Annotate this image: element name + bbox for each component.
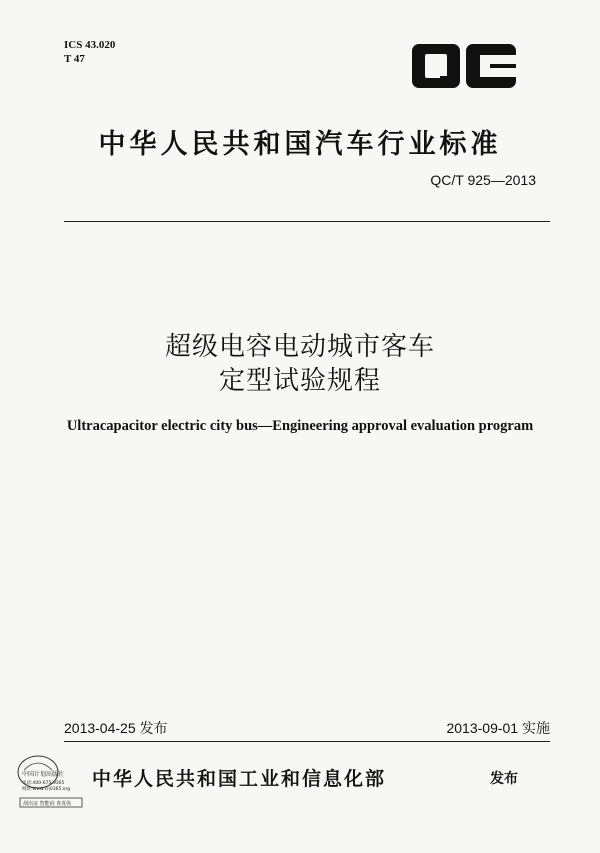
anti-counterfeit-stamp-icon <box>12 750 90 810</box>
implement-date: 2013-09-01 实施 <box>446 720 550 736</box>
stamp-line1: 中国计划出版社 <box>22 771 65 778</box>
title-cn-line1: 超级电容电动城市客车 <box>164 332 435 362</box>
publisher-name: 中华人民共和国工业和信息化部 <box>92 768 387 790</box>
qc-logo-icon <box>410 42 518 92</box>
stamp-line3: 网址:www.cn0365.org <box>22 787 71 792</box>
category-code: T 47 <box>64 53 85 65</box>
document-title-cn <box>0 330 600 398</box>
document-title-en: Ultracapacitor electric city bus—Engineering approval evaluation program <box>66 418 534 434</box>
footer-divider <box>64 741 550 742</box>
issue-date: 2013-04-25 发布 <box>64 720 168 736</box>
header-divider <box>64 221 550 222</box>
stamp-line4: 刮出证 智能码 查真伪 <box>23 801 72 807</box>
standard-title: 中华人民共和国汽车行业标准 <box>98 129 502 160</box>
ics-code: ICS 43.020 <box>64 39 116 51</box>
title-cn-line2: 定型试验规程 <box>218 366 381 396</box>
publish-label: 发布 <box>490 771 518 787</box>
standard-number: QC/T 925—2013 <box>430 172 536 188</box>
stamp-line2: 电话:400-675-9365 <box>22 781 65 786</box>
classification-block <box>64 38 115 66</box>
